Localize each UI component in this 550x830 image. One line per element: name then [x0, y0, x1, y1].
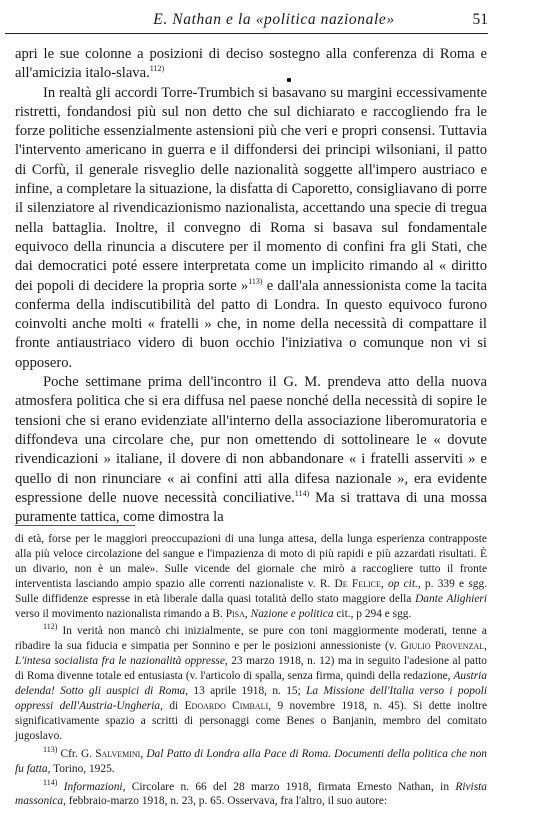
footnote-text: ,: [484, 640, 487, 653]
footnote-text: , 9 novembre 1918, n. 45). Si dette inoltre significativamente spazio a scritti di personaggi come Benes o Banjanin, membro del comitato jugoslavo.: [15, 699, 488, 742]
footnote-113: [15, 744, 488, 777]
footnote-text: ,: [380, 577, 388, 590]
footnote-continuation: [15, 532, 487, 621]
paragraph-2: [15, 84, 487, 373]
footnote-title: Dante Alighieri: [415, 592, 487, 605]
footnote-title: Austria delenda! Sotto gli auspici di Roma: [15, 670, 487, 698]
footnote-text: verso il movimento nazionalista rimando a B.: [15, 607, 226, 620]
footnote-114: [15, 777, 487, 810]
footnote-separator: [15, 525, 135, 526]
footnote-112: [15, 624, 487, 743]
paragraph-1: [15, 45, 487, 84]
paragraph-2-text-b: e dall'ala annessionista come la tacita conferma della indiscutibilità del patto di Londra. In questo equivoco furono coinvolti anche molti « fratelli » che, in nome della necessità di compattare il fronte antiaustriaco videro di buon occhio l'iniziativa o comunque non vi si opposero.: [15, 277, 487, 371]
footnote-text: ,: [244, 607, 251, 620]
footnote-number: 112): [43, 622, 58, 632]
paragraph-1-text: apri le sue colonne a posizioni di deciso sostegno alla conferenza di Roma e all'amicizia italo-slava.: [15, 46, 487, 82]
footnote-title: La Missione dell'Italia verso i popoli oppressi dell'Austria-Ungheria: [15, 685, 488, 712]
footnote-text: , p. 339 e sgg. Sulle diffidenze espresse in età liberale dalla quasi totalità dello stato maggiore della: [15, 577, 487, 605]
footnote-text: , 23 marzo 1918, n. 12) ma in seguito l'adesione al patto di Roma divenne totale ed entusiasta (v. l'articolo di spalla, senza firma, quindi della redazione,: [15, 655, 487, 683]
footnote-author: Giulio Provenzal: [400, 640, 485, 653]
footnote-text: , 13 aprile 1918, n. 15;: [185, 685, 307, 698]
footnote-text: ,: [140, 747, 147, 760]
footnote-title: Dal Patto di Londra alla Pace di Roma. Documenti della politica che non fu fatta: [15, 747, 488, 775]
footnote-number: 114): [43, 777, 58, 787]
paragraph-3: [15, 373, 487, 527]
footnote-text: , di: [160, 699, 185, 712]
footnotes: [15, 532, 487, 812]
paragraph-2-text-a: In realtà gli accordi Torre-Trumbich si basavano su margini eccessivamente ristretti, fondandosi più sul non detto che sul dichiarato e raccogliendo fra le forze politiche essenzialmente astensioni più che veri e propri consensi. Tuttavia l'intervento americano in guerra e il diffondersi dei principi wilsoniani, il patto di Corfù, il generale risveglio delle nazionalità soggette all'impero austriaco e infine, a completare la situazione, la disfatta di Caporetto, consigliavano di porre il silenziatore al rivendicazionismo nazionalista, accettando una specie di tregua nella battaglia. Inoltre, il convegno di Roma si basava sul fondamentale equivoco della rinuncia a discutere per il momento di confini fra gli Stati, che dai democratici poté essere interpretata come un implicito rimando al « diritto dei popoli di decidere la propria sorte »: [15, 84, 487, 294]
footnote-author: Edoardo Cimbali: [184, 699, 269, 712]
footnote-title: Informazioni: [63, 780, 123, 793]
header-rule: [5, 33, 488, 34]
footnote-text: cit., p 294 e sgg.: [333, 607, 412, 620]
footnote-text: , Circolare n. 66 del 28 marzo 1918, firmata Ernesto Nathan, in: [122, 780, 456, 793]
running-title: E. Nathan e la «politica nazionale»: [153, 11, 395, 28]
note-ref-113: 113): [248, 276, 263, 286]
footnote-number: 113): [43, 744, 58, 754]
note-ref-112: 112): [149, 64, 165, 74]
footnote-text: , febbraio-marzo 1918, n. 23, p. 65. Osservava, fra l'altro, il suo autore:: [63, 795, 388, 808]
footnote-text: di età, forse per le maggiori preoccupazioni di una lunga attesa, della lunga esperienza contrapposte alla più veloce circolazione del sangue e l'impazienza di moto di più rapidi e più azzardati risultati. È un divario, non è un male». Sulle vicende del giornale che mirò a raccogliere tutto il fronte interventista lasciando ampio spazio alle correnti nazionaliste v.: [15, 533, 487, 590]
footnote-author: Pisa: [225, 607, 245, 620]
footnote-title: op cit.: [387, 577, 418, 590]
note-ref-114: 114): [294, 488, 310, 498]
footnote-text: Cfr. G.: [57, 747, 96, 760]
footnote-title: Rivista massonica: [15, 780, 487, 808]
footnote-title: L'intesa socialista fra le nazionalità oppresse: [15, 655, 225, 668]
footnote-text: , Torino, 1925.: [47, 762, 115, 775]
footnote-author: R. De Felice: [319, 577, 381, 590]
paragraph-3-text-b: Ma si trattava di una mossa puramente tattica, come dimostra la: [15, 489, 487, 526]
paragraph-3-text-a: Poche settimane prima dell'incontro il G. M. prendeva atto della nuova atmosfera politica che si era diffusa nel paese nonché della necessità di sopire le tensioni che si erano evidenziate all'interno della associazione liberomuratoria e diffondeva una circolare che, pur non omettendo di sottolineare le « dovute rivendicazioni » italiane, il dovere di non abbandonare « i fratelli asserviti » e quello di non rinunciare « ai confini atti alla difesa nazionale », era evidente espressione delle nuove necessità conciliative.: [15, 374, 487, 506]
footnote-text: In verità non mancò chi inizialmente, se pure con toni maggiormente moderati, tenne a ribadire la sua fiducia e simpatia per Sonnino e per le posizioni annessioniste (v.: [15, 625, 487, 653]
page-header: [60, 11, 488, 33]
footnote-author: Salvemini: [95, 747, 141, 760]
footnote-title: Nazione e politica: [250, 607, 334, 620]
body-text: [15, 45, 487, 527]
page-number: 51: [472, 11, 488, 28]
